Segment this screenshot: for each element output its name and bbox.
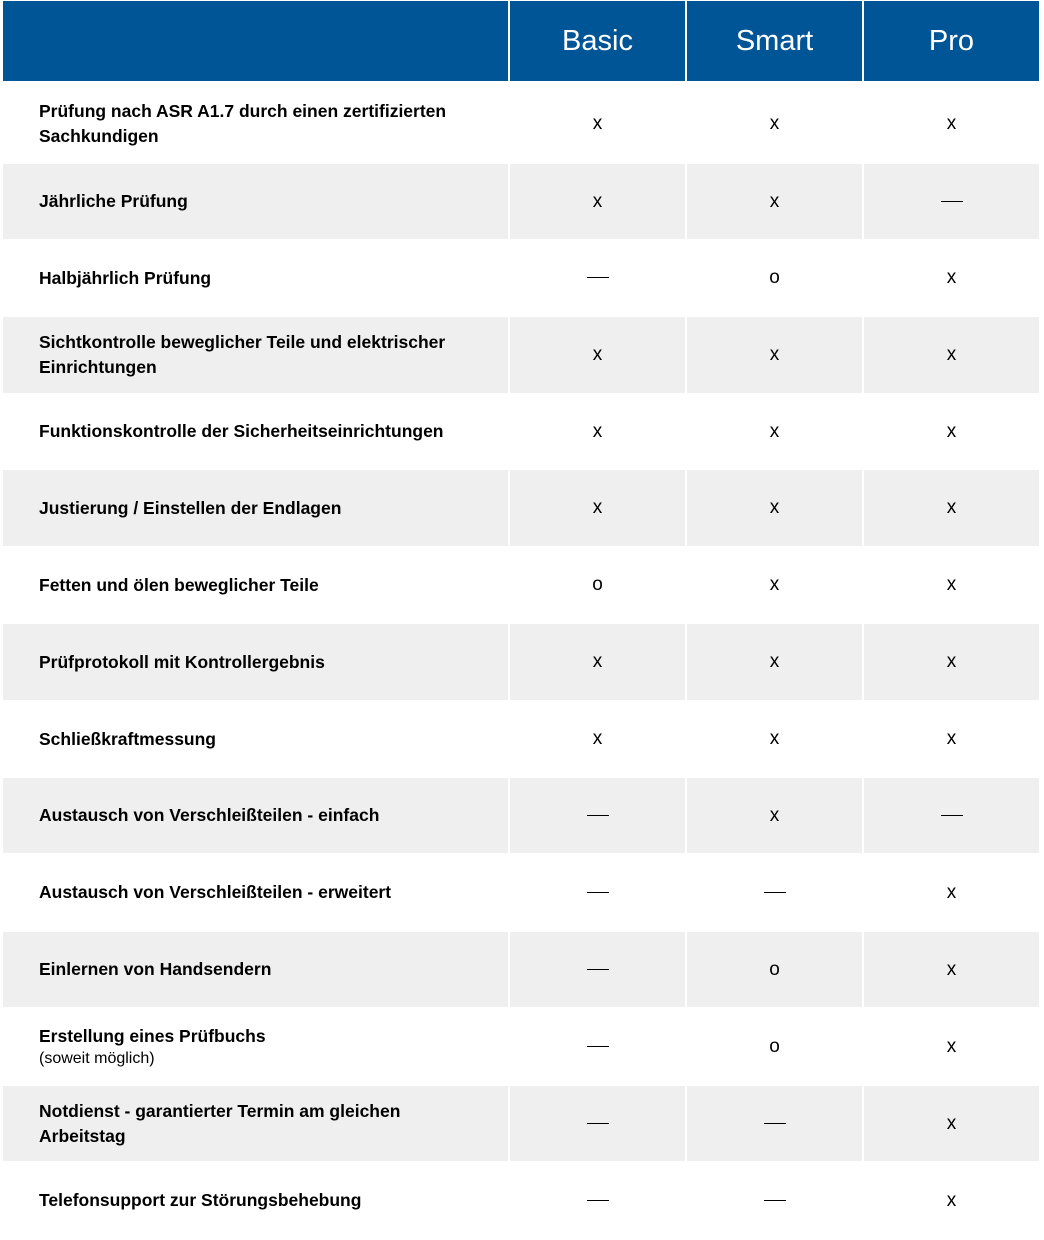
table-row [3, 932, 1039, 1007]
feature-label: Schließkraftmessung [39, 728, 216, 749]
mark-cell-smart [687, 700, 862, 778]
mark-cell-basic [510, 470, 685, 546]
feature-cell [3, 1161, 508, 1240]
feature-note: (soweit möglich) [39, 1050, 155, 1067]
mark-cell-basic [510, 1007, 685, 1086]
feature-label: Prüfung nach ASR A1.7 durch einen zertifizierten Sachkundigen [39, 100, 447, 146]
mark-cell-pro [864, 239, 1039, 317]
table-body [3, 83, 1039, 1240]
included-mark: x [769, 804, 780, 826]
included-mark: x [946, 574, 957, 595]
included-mark: x [946, 1112, 957, 1134]
included-mark: x [592, 728, 603, 749]
dash-mark [764, 1123, 786, 1124]
table-row [3, 778, 1039, 853]
feature-cell [3, 164, 508, 239]
mark-cell-smart [687, 778, 862, 853]
table-row [3, 239, 1039, 317]
table-row [3, 1007, 1039, 1086]
dash-mark [587, 815, 609, 816]
mark-cell-basic [510, 317, 685, 393]
dash-mark [587, 1123, 609, 1124]
feature-cell [3, 470, 508, 546]
table-row [3, 164, 1039, 239]
feature-cell [3, 83, 508, 164]
feature-label: Sichtkontrolle beweglicher Teile und elektrischer Einrichtungen [39, 332, 446, 377]
included-mark: x [946, 958, 957, 980]
service-comparison-table [1, 1, 1041, 1240]
included-mark: x [946, 1189, 957, 1211]
mark-cell-basic [510, 546, 685, 624]
dash-mark [587, 1200, 609, 1201]
mark-cell-basic [510, 853, 685, 932]
feature-label: Telefonsupport zur Störungsbehebung [39, 1190, 362, 1210]
mark-cell-pro [864, 700, 1039, 778]
included-mark: x [592, 497, 603, 518]
plan-header-smart: Smart [687, 1, 862, 83]
mark-cell-basic [510, 239, 685, 317]
included-mark: x [769, 190, 780, 212]
mark-cell-basic [510, 624, 685, 700]
feature-cell [3, 546, 508, 624]
dash-mark [587, 1046, 609, 1047]
mark-cell-basic [510, 393, 685, 470]
mark-cell-basic [510, 1161, 685, 1240]
feature-column-header [3, 1, 508, 83]
mark-cell-pro [864, 164, 1039, 239]
included-mark: x [946, 420, 957, 442]
mark-cell-smart [687, 470, 862, 546]
included-mark: x [592, 190, 603, 212]
dash-mark [941, 815, 963, 816]
included-mark: x [946, 728, 957, 749]
dash-mark [941, 201, 963, 202]
mark-cell-pro [864, 853, 1039, 932]
mark-cell-pro [864, 470, 1039, 546]
dash-mark [587, 277, 609, 278]
mark-cell-basic [510, 164, 685, 239]
included-mark: x [769, 344, 780, 365]
feature-label: Justierung / Einstellen der Endlagen [39, 497, 342, 518]
included-mark: x [946, 1035, 957, 1057]
mark-cell-pro [864, 1007, 1039, 1086]
mark-cell-pro [864, 393, 1039, 470]
feature-label: Erstellung eines Prüfbuchs [39, 1026, 266, 1046]
mark-cell-smart [687, 239, 862, 317]
mark-cell-smart [687, 317, 862, 393]
feature-label: Fetten und ölen beweglicher Teile [39, 574, 319, 595]
mark-cell-smart [687, 546, 862, 624]
mark-cell-smart [687, 932, 862, 1007]
feature-label: Prüfprotokoll mit Kontrollergebnis [39, 651, 325, 672]
optional-mark: o [769, 267, 780, 288]
feature-cell [3, 393, 508, 470]
mark-cell-basic [510, 83, 685, 164]
dash-mark [587, 892, 609, 893]
mark-cell-smart [687, 164, 862, 239]
mark-cell-basic [510, 1086, 685, 1161]
mark-cell-basic [510, 932, 685, 1007]
mark-cell-pro [864, 546, 1039, 624]
mark-cell-smart [687, 393, 862, 470]
mark-cell-pro [864, 1161, 1039, 1240]
feature-cell [3, 239, 508, 317]
feature-label: Notdienst - garantierter Termin am gleichen Arbeitstag [39, 1100, 401, 1146]
mark-cell-pro [864, 317, 1039, 393]
feature-label: Austausch von Verschleißteilen - erweitert [39, 882, 392, 902]
included-mark: x [592, 112, 603, 134]
table-row [3, 317, 1039, 393]
included-mark: x [946, 497, 957, 518]
mark-cell-smart [687, 1007, 862, 1086]
mark-cell-smart [687, 853, 862, 932]
feature-cell [3, 317, 508, 393]
optional-mark: o [769, 1035, 780, 1057]
table-row [3, 1161, 1039, 1240]
table-header-row [3, 1, 1039, 83]
included-mark: x [946, 651, 957, 672]
dash-mark [764, 892, 786, 893]
mark-cell-pro [864, 778, 1039, 853]
included-mark: x [769, 574, 780, 595]
mark-cell-smart [687, 624, 862, 700]
mark-cell-pro [864, 1086, 1039, 1161]
feature-label: Einlernen von Handsendern [39, 959, 272, 979]
mark-cell-basic [510, 700, 685, 778]
table-row [3, 853, 1039, 932]
included-mark: x [592, 344, 603, 365]
mark-cell-smart [687, 1086, 862, 1161]
included-mark: x [946, 267, 957, 288]
feature-label: Halbjährlich Prüfung [39, 267, 212, 288]
feature-cell [3, 853, 508, 932]
mark-cell-pro [864, 83, 1039, 164]
dash-mark [587, 969, 609, 970]
included-mark: x [946, 881, 957, 903]
feature-cell [3, 778, 508, 853]
feature-cell [3, 624, 508, 700]
table-row [3, 470, 1039, 546]
table-row [3, 624, 1039, 700]
optional-mark: o [769, 958, 780, 980]
included-mark: x [769, 112, 780, 134]
included-mark: x [769, 420, 780, 442]
mark-cell-smart [687, 1161, 862, 1240]
included-mark: x [769, 728, 780, 749]
table-row [3, 546, 1039, 624]
feature-cell [3, 700, 508, 778]
plan-header-pro: Pro [864, 1, 1039, 83]
table-row [3, 1086, 1039, 1161]
optional-mark: o [592, 574, 603, 595]
table-row [3, 83, 1039, 164]
dash-mark [764, 1200, 786, 1201]
plan-header-basic: Basic [510, 1, 685, 83]
feature-label: Funktionskontrolle der Sicherheitseinrichtungen [39, 421, 444, 441]
feature-label: Jährliche Prüfung [39, 191, 188, 211]
included-mark: x [592, 651, 603, 672]
feature-label: Austausch von Verschleißteilen - einfach [39, 805, 380, 825]
mark-cell-pro [864, 932, 1039, 1007]
included-mark: x [592, 420, 603, 442]
table-row [3, 393, 1039, 470]
included-mark: x [769, 651, 780, 672]
feature-cell [3, 1086, 508, 1161]
feature-cell [3, 1007, 508, 1086]
mark-cell-pro [864, 624, 1039, 700]
included-mark: x [946, 344, 957, 365]
feature-cell [3, 932, 508, 1007]
mark-cell-smart [687, 83, 862, 164]
included-mark: x [769, 497, 780, 518]
table-row [3, 700, 1039, 778]
included-mark: x [946, 112, 957, 134]
mark-cell-basic [510, 778, 685, 853]
